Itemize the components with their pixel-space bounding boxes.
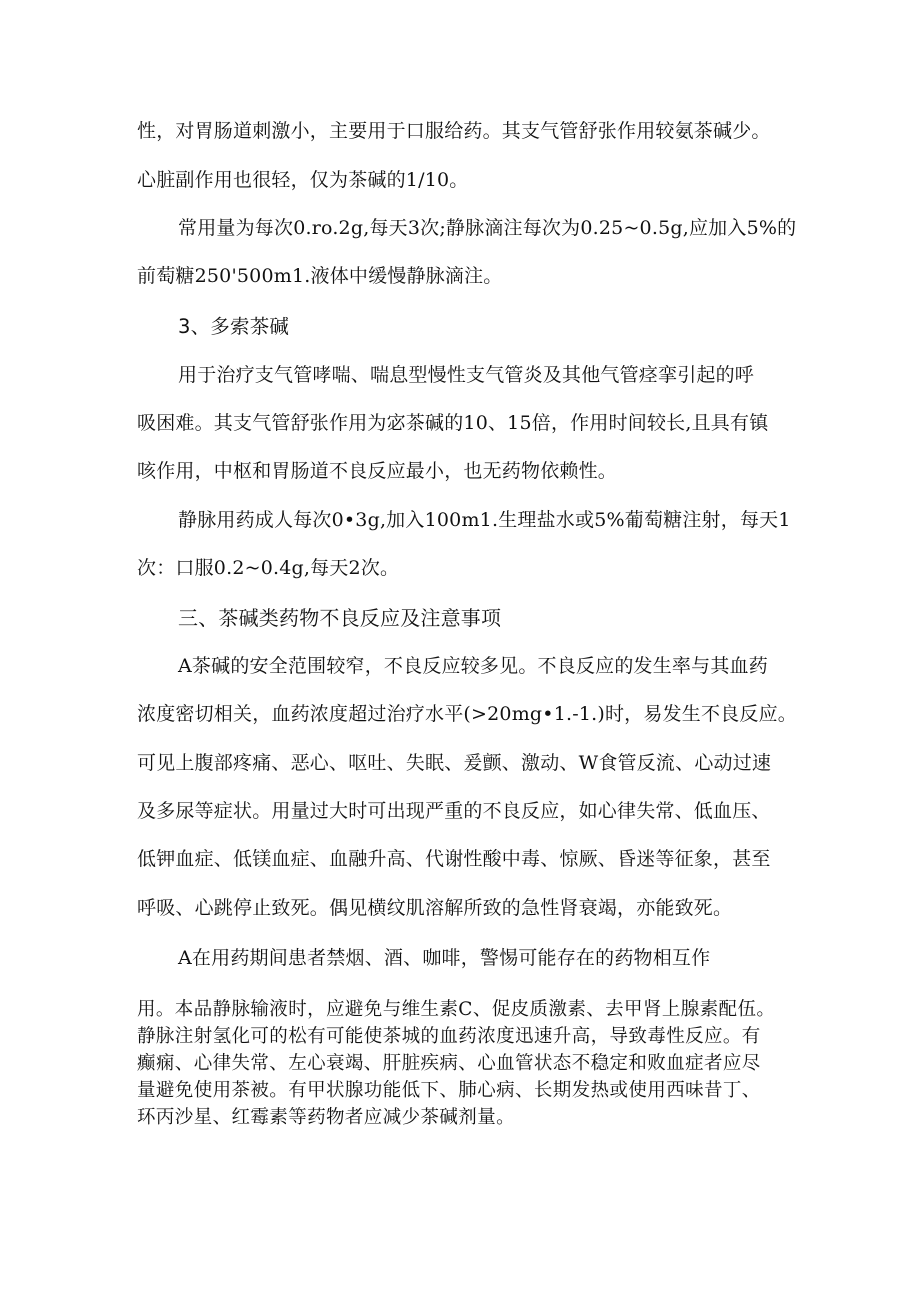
section-heading: 三、茶碱类药物不良反应及注意事项 [178, 606, 502, 630]
section-heading: 3、多索茶碱 [178, 315, 290, 338]
paragraph-line: 咳作用，中枢和胃肠道不良反应最小，也无药物依赖性。 [137, 460, 618, 482]
paragraph-line: 环丙沙星、红霉素等药物者应减少茶碱剂量。 [137, 1107, 516, 1128]
paragraph-line: 常用量为每次0.ro.2g,每天3次;静脉滴注每次为0.25~0.5g,应加入5%的 [178, 217, 797, 239]
paragraph-line: A茶碱的安全范围较窄，不良反应较多见。不良反应的发生率与其血药 [178, 655, 768, 677]
paragraph-line: 静脉用药成人每次0•3g,加入100m1.生理盐水或5%葡萄糖注射，每天1 [178, 509, 791, 531]
paragraph-line: 低钾血症、低镁血症、血融升高、代谢性酸中毒、惊厥、昏迷等征象，甚至 [137, 848, 771, 870]
paragraph-line: 可见上腹部疼痛、恶心、呕吐、失眠、爰颤、激动、W食管反流、心动过速 [137, 752, 772, 774]
paragraph-line: 量避免使用茶被。有甲状腺功能低下、肺心病、长期发热或使用西味昔丁、 [137, 1080, 761, 1101]
paragraph-line: 用。本品静脉输液时，应避免与维生素C、促皮质激素、去甲肾上腺素配伍。 [137, 999, 776, 1020]
paragraph-line: A在用药期间患者禁烟、酒、咖啡，警惕可能存在的药物相互作 [178, 947, 711, 969]
paragraph-line: 用于治疗支气管哮喘、喘息型慢性支气管炎及其他气管痉挛引起的呼 [178, 364, 755, 386]
paragraph-line: 心脏副作用也很轻，仅为茶碱的1/10。 [137, 169, 469, 191]
paragraph-line: 次：口服0.2~0.4g,每天2次。 [137, 557, 400, 579]
paragraph-line: 吸困难。其支气管舒张作用为宓茶碱的10、15倍，作用时间较长,且具有镇 [137, 412, 769, 434]
paragraph-line: 癫痫、心律失常、左心衰竭、肝脏疾病、心血管状态不稳定和败血症者应尽 [137, 1053, 761, 1074]
paragraph-line: 前萄糖250'500m1.液体中缓慢静脉滴注。 [137, 265, 503, 287]
paragraph-line: 静脉注射氢化可的松有可能使茶城的血药浓度迅速升高，导致毒性反应。有 [137, 1026, 761, 1047]
paragraph-line: 性，对胃肠道刺激小，主要用于口服给药。其支气管舒张作用较氨茶碱少。 [137, 120, 771, 142]
paragraph-line: 及多尿等症状。用量过大时可出现严重的不良反应，如心律失常、低血压、 [137, 800, 771, 822]
paragraph-line: 浓度密切相关，血药浓度超过治疗水平(>20mg•1.-1.)时，易发生不良反应。 [137, 703, 797, 725]
paragraph-line: 呼吸、心跳停止致死。偶见横纹肌溶解所致的急性肾衰竭，亦能致死。 [137, 897, 733, 919]
